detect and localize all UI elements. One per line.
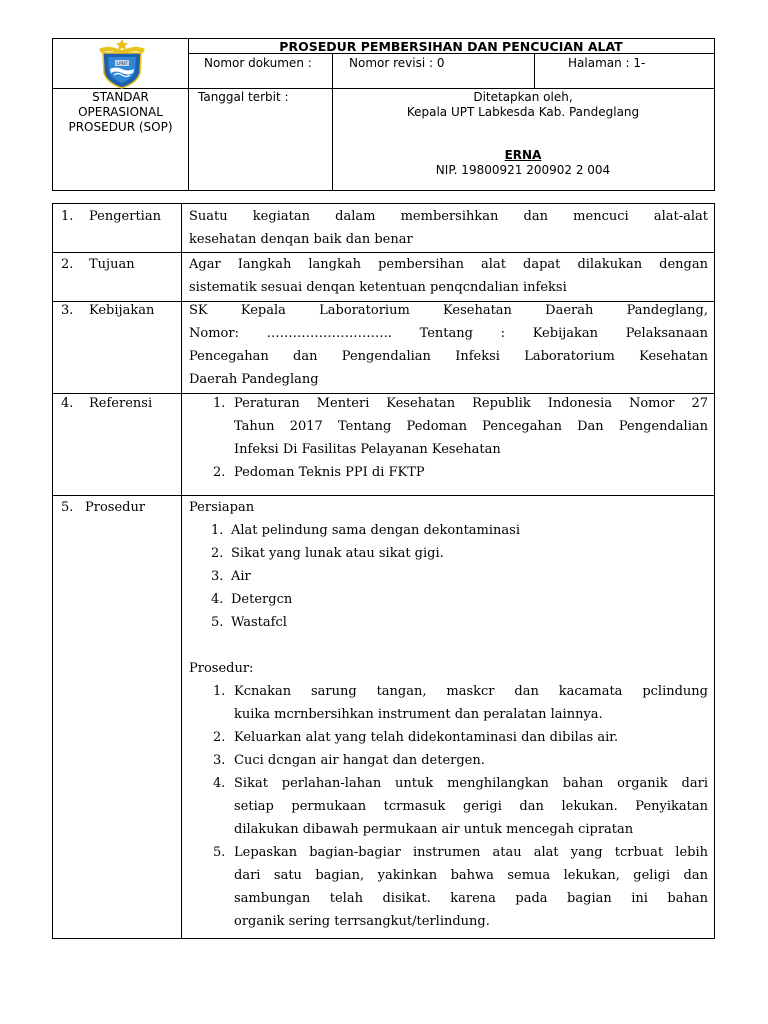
- section-number: 4.: [61, 396, 74, 411]
- content-line: Pencegahan dan Pengendalian Infeksi Laboratorium Kesehatan: [189, 349, 708, 364]
- sop-label-line2: OPERASIONAL: [78, 105, 163, 119]
- halaman-label: Halaman : 1-: [568, 56, 646, 70]
- section-label-referensi: [61, 392, 152, 415]
- section-label-kebijakan: [61, 299, 154, 322]
- list-item: [189, 461, 708, 484]
- list-number: 2.: [211, 546, 224, 561]
- content-line: setiap permukaan tcrmasuk gerigi dan lekukan. Penyikatan: [234, 799, 708, 814]
- header-divider: [534, 53, 535, 88]
- section-content-tujuan: [189, 253, 708, 299]
- section-label-prosedur: [61, 496, 145, 519]
- section-content-prosedur: [189, 496, 708, 933]
- content-line: Nomor: ……………………….. Tentang : Kebijakan Pelaksanaan: [189, 326, 708, 341]
- kepala-label: Kepala UPT Labkesda Kab. Pandeglang: [406, 105, 640, 119]
- list-item: [189, 841, 708, 933]
- section-label-pengertian: [61, 205, 161, 228]
- content-line: Pedoman Teknis PPI di FKTP: [234, 465, 425, 480]
- regency-logo: [93, 39, 151, 89]
- content-line: kesehatan denqan baik dan benar: [189, 232, 413, 247]
- list-item: [189, 392, 708, 461]
- content-line: Agar Iangkah langkah pembersihan alat dapat dilakukan dengan: [189, 257, 708, 272]
- list-number: 5.: [211, 615, 224, 630]
- content-divider: [181, 204, 182, 938]
- signatory-name: ERNA: [504, 148, 542, 162]
- list-number: 1.: [211, 523, 224, 538]
- sop-label-line1: STANDAR: [92, 90, 149, 104]
- list-number: 4.: [213, 776, 226, 791]
- document-title: PROSEDUR PEMBERSIHAN DAN PENCUCIAN ALAT: [279, 39, 623, 54]
- list-number: 1.: [213, 684, 226, 699]
- list-item: [189, 565, 708, 588]
- content-line: Daerah Pandeglang: [189, 372, 319, 387]
- content-line: Detergcn: [231, 592, 293, 607]
- content-line: Air: [231, 569, 251, 584]
- content-line: Lepaskan bagian-bagiar instrumen atau alat yang tcrbuat lebih: [234, 845, 708, 860]
- content-line: SK Kepala Laboratorium Kesehatan Daerah Pandeglang,: [189, 303, 708, 318]
- content-line: Sikat perlahan-lahan untuk menghilangkan bahan organik dari: [234, 776, 708, 791]
- list-number: 2.: [213, 465, 226, 480]
- section-label: Kebijakan: [89, 303, 155, 318]
- signatory-nip: NIP. 19800921 200902 2 004: [435, 163, 611, 177]
- list-number: 3.: [211, 569, 224, 584]
- prosedur-heading: Prosedur:: [189, 661, 254, 676]
- list-item: [189, 519, 708, 542]
- nomor-revisi-label: Nomor revisi : 0: [349, 56, 445, 70]
- list-item: [189, 772, 708, 841]
- header-divider: [53, 88, 714, 89]
- section-label: Pengertian: [89, 209, 161, 224]
- content-line: organik sering terrsangkut/terlindung.: [234, 914, 490, 929]
- section-number: 1.: [61, 209, 74, 224]
- list-number: 5.: [213, 845, 226, 860]
- section-number: 3.: [61, 303, 74, 318]
- list-number: 2.: [213, 730, 226, 745]
- nomor-dokumen-label: Nomor dokumen :: [204, 56, 312, 70]
- content-line: dari satu bagian, yakinkan bahwa semua lekukan, geligi dan: [234, 868, 708, 883]
- section-content-kebijakan: [189, 299, 708, 391]
- list-item: [189, 611, 708, 634]
- content-line: Infeksi Di Fasilitas Pelayanan Kesehatan: [234, 442, 501, 457]
- list-item: [189, 542, 708, 565]
- sop-label-line3: PROSEDUR (SOP): [68, 120, 173, 134]
- svg-text:LPNT: LPNT: [116, 62, 128, 67]
- content-line: sambungan telah disikat. karena pada bagian ini bahan: [234, 891, 708, 906]
- content-line: Tahun 2017 Tentang Pedoman Pencegahan Dan Pengendalian: [234, 419, 708, 434]
- content-line: Cuci dcngan air hangat dan detergen.: [234, 753, 485, 768]
- list-item: [189, 680, 708, 726]
- content-line: dilakukan dibawah permukaan air untuk mencegah cipratan: [234, 822, 634, 837]
- content-line: sistematik sesuai denqan ketentuan penqcndalian infeksi: [189, 280, 567, 295]
- section-number: 5.: [61, 500, 74, 515]
- section-label: Tujuan: [89, 257, 135, 272]
- document-header: [52, 38, 715, 191]
- content-line: Peraturan Menteri Kesehatan Republik Indonesia Nomor 27: [234, 396, 708, 411]
- content-line: kuika mcrnbersihkan instrument dan peralatan lainnya.: [234, 707, 603, 722]
- list-item: [189, 726, 708, 749]
- content-line: Suatu kegiatan dalam membersihkan dan mencuci alat-alat: [189, 209, 708, 224]
- list-number: 3.: [213, 753, 226, 768]
- content-line: Sikat yang lunak atau sikat gigi.: [231, 546, 444, 561]
- section-number: 2.: [61, 257, 74, 272]
- list-item: [189, 749, 708, 772]
- content-line: Wastafcl: [231, 615, 287, 630]
- persiapan-heading: Persiapan: [189, 500, 255, 515]
- section-content-pengertian: [189, 205, 708, 251]
- content-line: Keluarkan alat yang telah didekontaminasi dan dibilas air.: [234, 730, 619, 745]
- header-divider: [188, 39, 189, 190]
- ditetapkan-label: Ditetapkan oleh,: [473, 90, 573, 104]
- section-content-referensi: [189, 392, 708, 484]
- sop-content-table: [52, 203, 715, 939]
- list-number: 1.: [213, 396, 226, 411]
- list-item: [189, 588, 708, 611]
- content-line: Alat pelindung sama dengan dekontaminasi: [231, 523, 520, 538]
- list-number: 4.: [211, 592, 224, 607]
- content-line: Kcnakan sarung tangan, maskcr dan kacamata pclindung: [234, 684, 708, 699]
- section-label-tujuan: [61, 253, 135, 276]
- section-label: Referensi: [89, 396, 153, 411]
- tanggal-terbit-label: Tanggal terbit :: [198, 90, 289, 104]
- section-label: Prosedur: [85, 500, 146, 515]
